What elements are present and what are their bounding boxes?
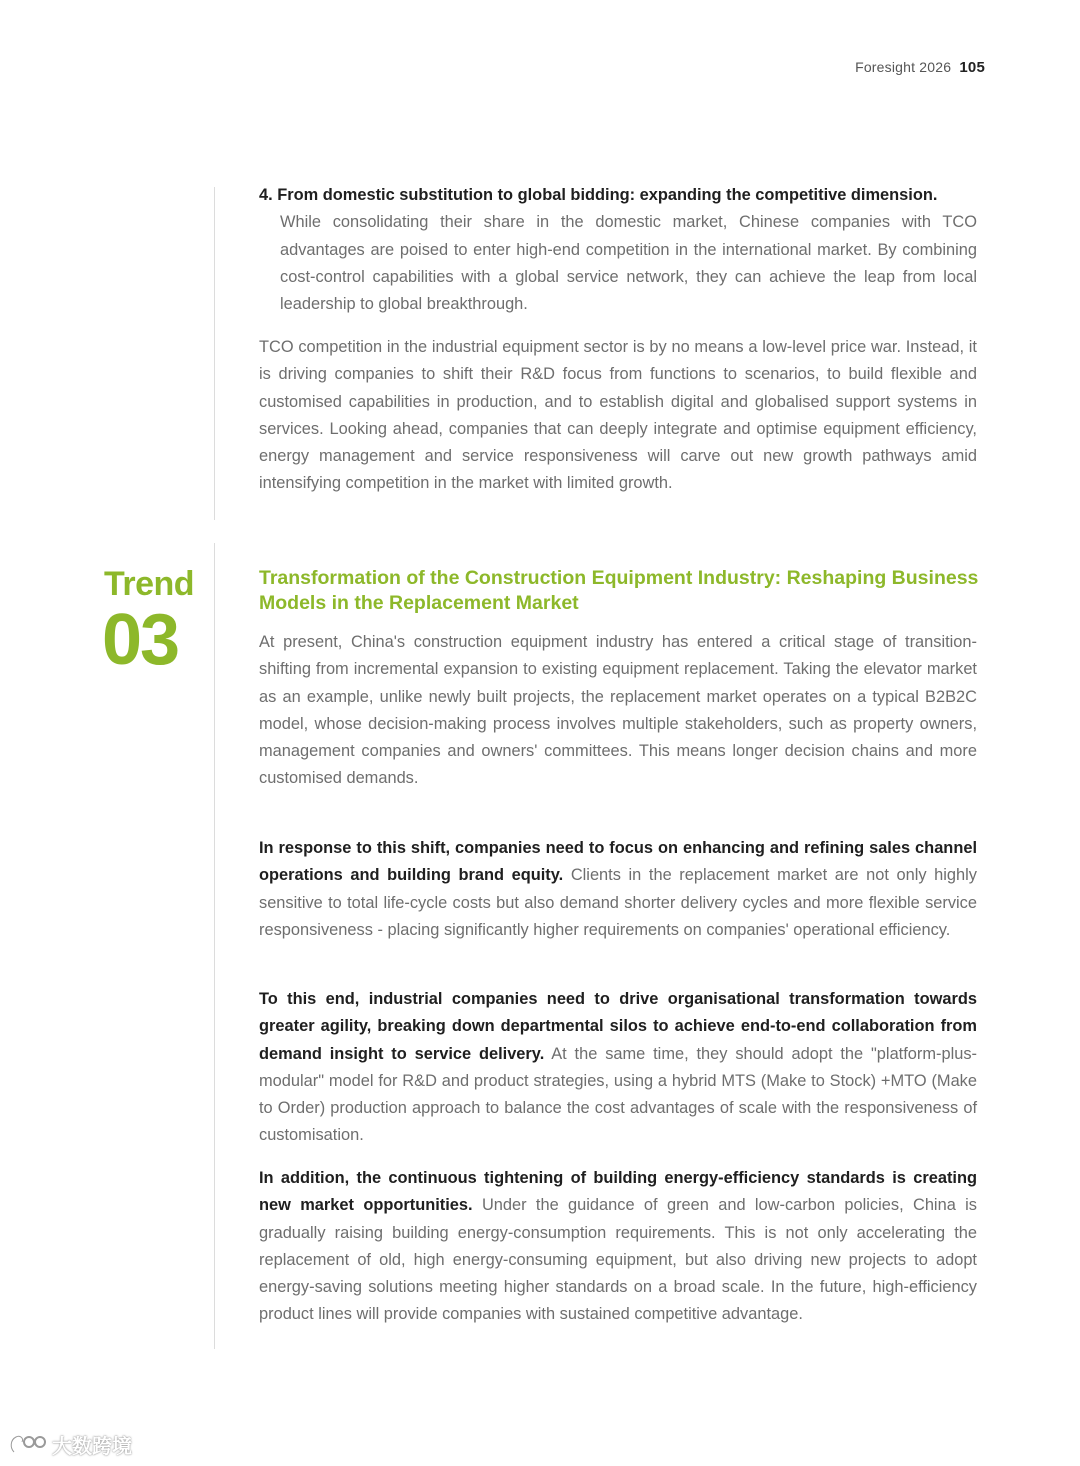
paragraph-body: Under the guidance of green and low-carbon policies, China is gradually raising building energy-consumption requirements. This is not only accelerating the replacement of old, high energy-consuming equipment, but also driving new projects to adopt energy-saving solutions meeting higher standards on a broad scale. In the future, high-efficiency product lines will provide companies with sustained competitive advantage. [259, 1196, 977, 1324]
paragraph-body: Clients in the replacement market are not only highly sensitive to total life-cycle costs but also demand shorter delivery cycles and more flexible service responsiveness - placing significantly higher requirements on companies' operational efficiency. [259, 866, 977, 939]
list-item-body: While consolidating their share in the domestic market, Chinese companies with TCO advantages are poised to enter high-end competition in the international market. By combining cost-control capabilities with a global service network, they can achieve the leap from local leadership to global breakthrough. [280, 213, 977, 314]
publication-title: Foresight 2026 [855, 59, 952, 75]
list-item-4 [259, 182, 977, 318]
paragraph-text: TCO competition in the industrial equipment sector is by no means a low-level price war. Instead, it is driving companies to shift their R&D focus from functions to scenarios, to build flexible and customised capabilities in production, and to establish digital and globalised support systems in services. Looking ahead, companies that can deeply integrate and optimise equipment efficiency, energy management and service responsiveness will carve out new growth pathways amid intensifying competition in the market with limited growth. [259, 338, 977, 493]
paragraph-body: At the same time, they should adopt the "platform-plus-modular" model for R&D and product strategies, using a hybrid MTS (Make to Stock) +MTO (Make to Order) production approach to balance the cost advantages of scale with the responsiveness of customisation. [259, 1044, 978, 1145]
paragraph-in-addition [259, 1165, 977, 1329]
section-divider-top [214, 187, 215, 520]
paragraph-text [259, 835, 977, 944]
section-title: Transformation of the Construction Equipment Industry: Reshaping Business Models in the Replacement Market [259, 567, 979, 614]
paragraph-text: At present, China's construction equipment industry has entered a critical stage of transition-shifting from incremental expansion to existing equipment replacement. Taking the elevator market as an example, unlike newly built projects, the replacement market operates on a typical B2B2C model, whose decision-making process involves multiple stakeholders, such as property owners, management companies and owners' committees. This means longer decision chains and more customised demands. [259, 633, 977, 788]
paragraph-text [259, 986, 977, 1150]
watermark-text: 大数跨境 [52, 1436, 132, 1458]
paragraph-lead: In addition, the continuous tightening of building energy-efficiency standards is creating new market opportunities. [259, 1169, 977, 1215]
paragraph-present [259, 629, 977, 793]
page-number: 105 [959, 59, 985, 76]
paragraph-response [259, 835, 977, 944]
page-header [855, 59, 985, 76]
trend-number: 03 [102, 600, 179, 680]
section-divider-bottom [214, 543, 215, 1349]
paragraph-lead: To this end, industrial companies need to drive organisational transformation towards greater agility, breaking down departmental silos to achieve end-to-end collaboration from demand insight to service delivery. [259, 990, 977, 1063]
paragraph-lead: In response to this shift, companies need to focus on enhancing and refining sales channel operations and building brand equity. [259, 839, 977, 885]
paragraph-to-this-end [259, 986, 977, 1150]
watermark [8, 1430, 132, 1459]
paragraph-text [259, 1165, 977, 1329]
watermark-logo-icon [8, 1432, 48, 1458]
list-item-title: 4. From domestic substitution to global bidding: expanding the competitive dimension. [259, 186, 938, 204]
paragraph-tco-competition [259, 334, 977, 498]
trend-label: Trend [104, 565, 195, 603]
